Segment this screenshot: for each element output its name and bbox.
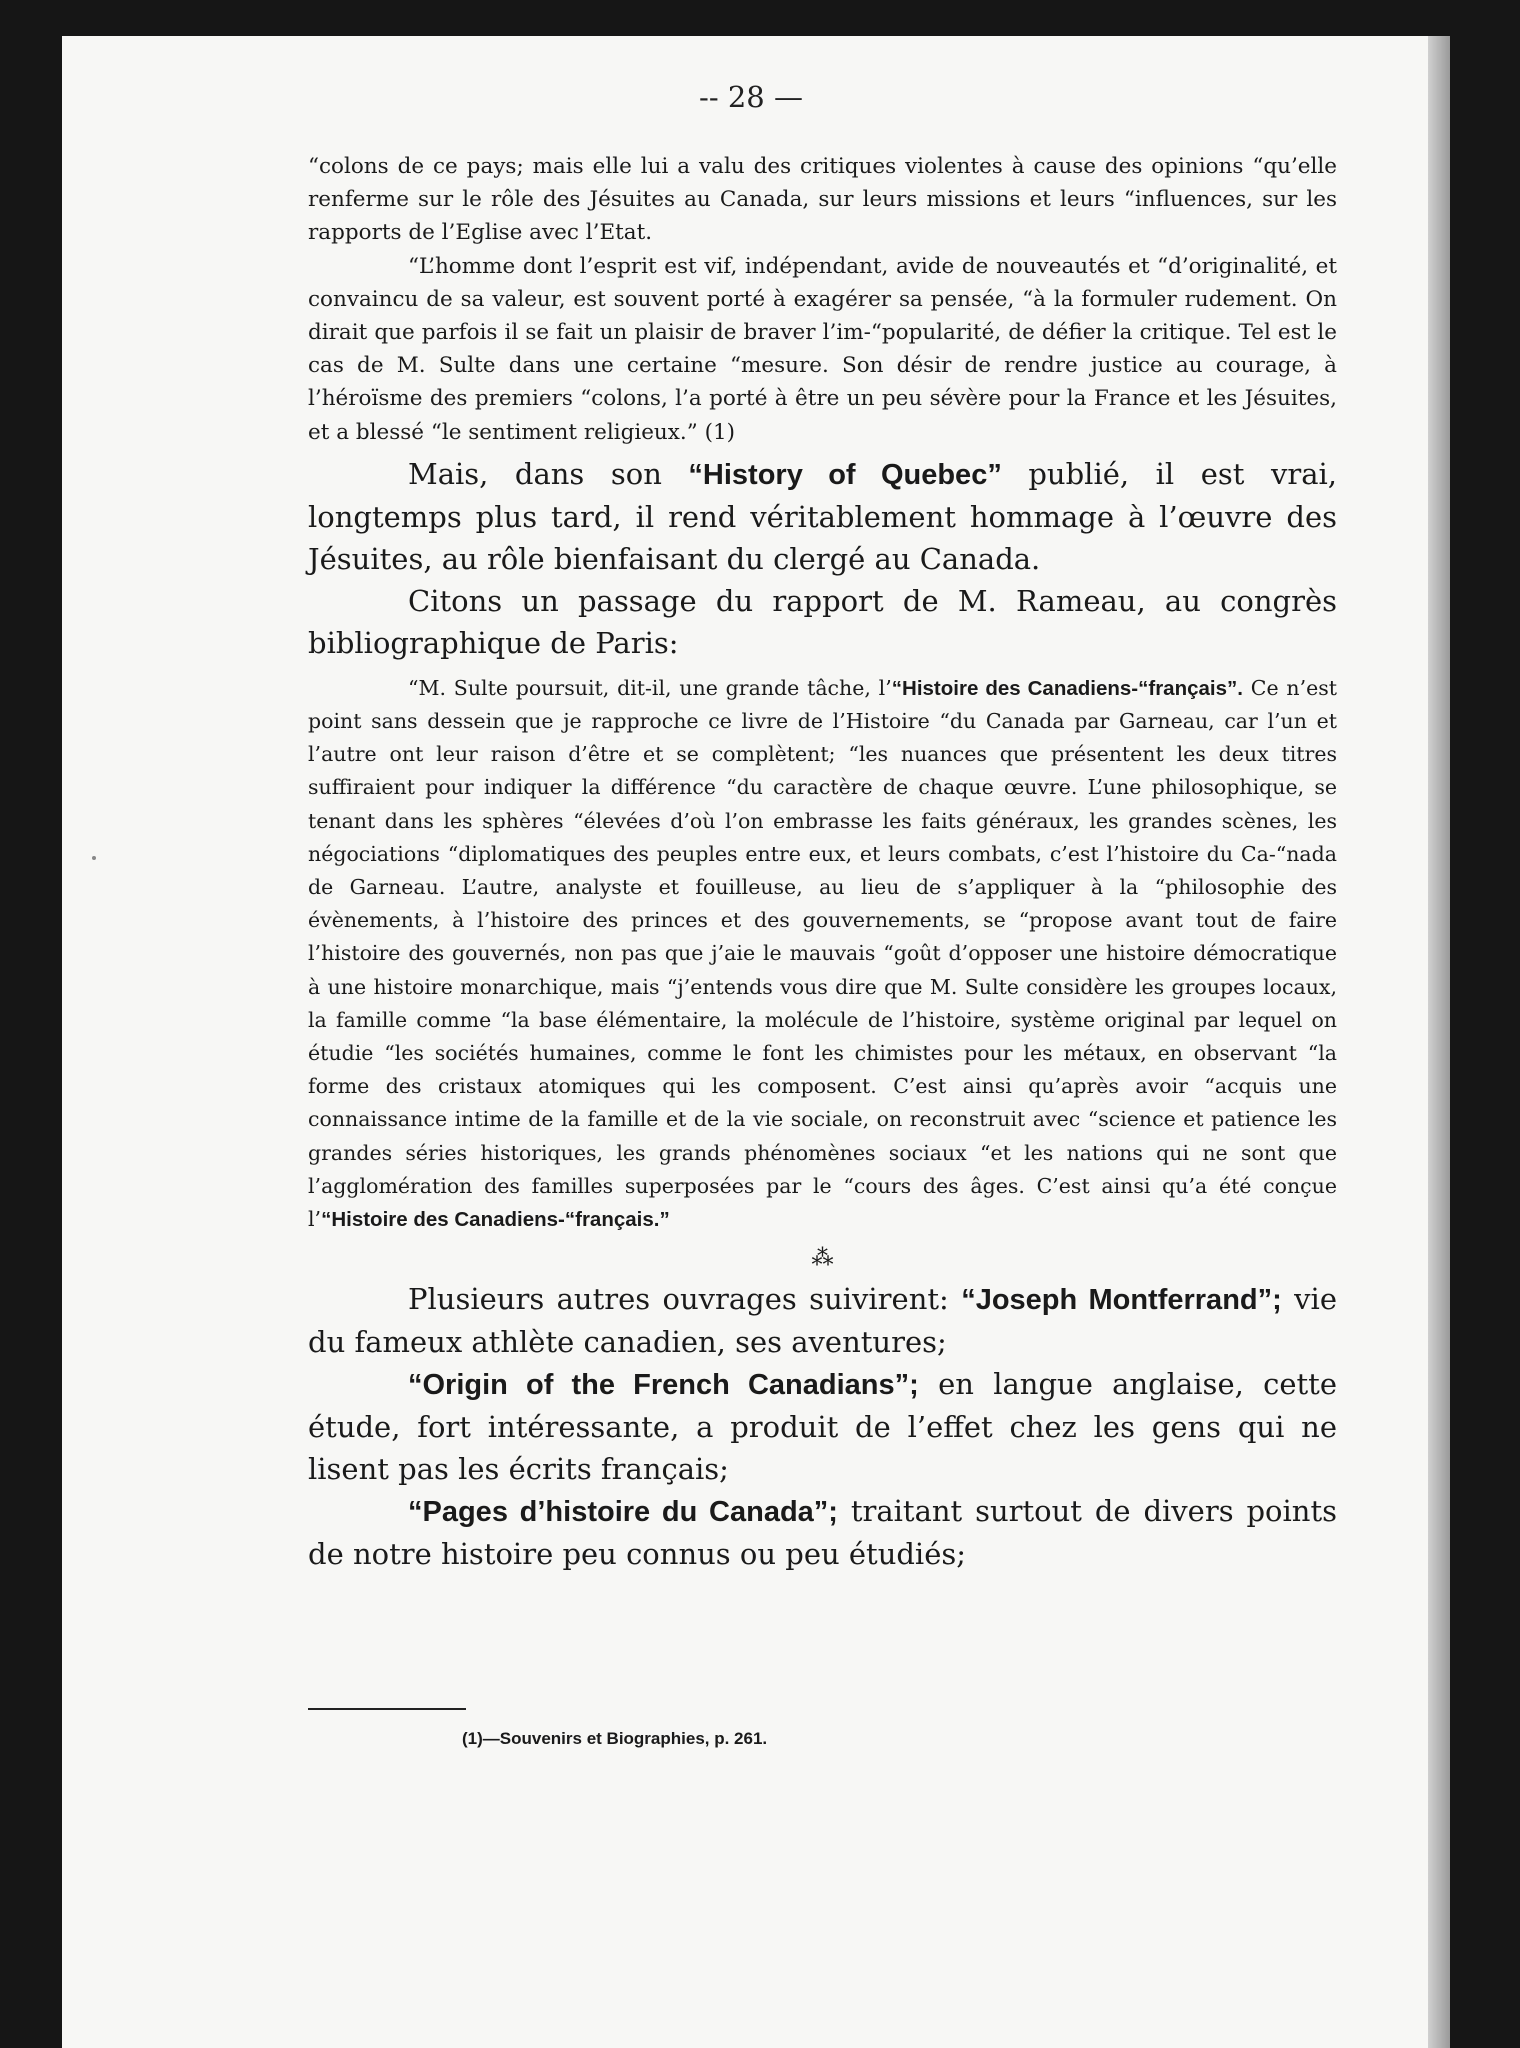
paragraph-montferrand: Plusieurs autres ouvrages suivirent: “Joseph Montferrand”; vie du fameux athlète canadien, ses aventures; (308, 1282, 1337, 1360)
page-number: -- 28 — (699, 80, 803, 114)
quote-block-2 (308, 672, 1337, 1236)
title-histoire-canadiens-2: “Histoire des Canadiens-“français.” (321, 1208, 670, 1232)
paragraph-history-of-quebec: Mais, dans son “History of Quebec” publié, il est vrai, longtemps plus tard, il rend véritablement hommage à l’œuvre des Jésuites, au rôle bienfaisant du clergé au Canada. (308, 456, 1337, 576)
footnote-marker: (1)— (462, 1729, 500, 1748)
quote-block-1 (308, 150, 1337, 449)
footnote-rule (308, 1708, 466, 1710)
paragraph-origin: “Origin of the French Canadians”; en langue anglaise, cette étude, fort intéressante, a produit de l’effet chez les gens qui ne lisent pas les écrits français; (308, 1367, 1337, 1487)
paper-speck (92, 856, 96, 860)
page-edge-shadow (1428, 36, 1450, 2048)
title-histoire-canadiens-1: “Histoire des Canadiens-“français”. (891, 676, 1243, 700)
page-content (308, 150, 1337, 1575)
quote1-paragraph-1: “colons de ce pays; mais elle lui a valu des critiques violentes à cause des opinions “qu’elle renferme sur le rôle des Jésuites au Canada, sur leurs missions et leurs “influences, sur les rapports de l’Eglise avec l’Etat. (308, 154, 1337, 246)
document-page (62, 36, 1440, 2048)
paragraph-rameau: Citons un passage du rapport de M. Rameau, au congrès bibliographique de Paris: (308, 583, 1337, 660)
title-origin-french-canadians: “Origin of the French Canadians”; (408, 1369, 919, 1402)
title-joseph-montferrand: “Joseph Montferrand”; (961, 1284, 1282, 1317)
title-pages-histoire: “Pages d’histoire du Canada”; (408, 1496, 838, 1529)
footnote (462, 1729, 767, 1749)
footnote-text: Souvenirs et Biographies, p. 261. (499, 1729, 768, 1748)
quote1-paragraph-2: “L’homme dont l’esprit est vif, indépendant, avide de nouveautés et “d’originalité, et convaincu de sa valeur, est souvent porté à exagérer sa pensée, “à la formuler rudement. On dirait que parfois il se fait un plaisir de braver l’im-“popularité, de défier la critique. Tel est le cas de M. Sulte dans une certaine “mesure. Son désir de rendre justice au courage, à l’héroïsme des premiers “colons, l’a porté à être un peu sévère pour la France et les Jésuites, et a blessé “le sentiment religieux.” (1) (308, 253, 1337, 445)
quote2-paragraph: “M. Sulte poursuit, dit-il, une grande tâche, l’“Histoire des Canadiens-“français”. Ce n’est point sans dessein que je rapproche ce livre de l’Histoire “du Canada par Garneau, car l’un et l’autre ont leur raison d’être et se complètent; “les nuances que présentent les deux titres suffiraient pour indiquer la différence “du caractère de chaque œuvre. L’une philosophique, se tenant dans les sphères “élevées d’où l’on embrasse les faits généraux, les grandes scènes, les négociations “diplomatiques des peuples entre eux, et leurs combats, c’est l’histoire du Ca-“nada de Garneau. L’autre, analyste et fouilleuse, au lieu de s’appliquer à la “philosophie des évènements, à l’histoire des princes et des gouvernements, se “propose avant tout de faire l’histoire des gouvernés, non pas que j’aie le mauvais “goût d’opposer une histoire démocratique à une histoire monarchique, mais “j’entends vous dire que M. Sulte considère les groupes locaux, la famille comme “la base élémentaire, la molécule de l’histoire, système original par lequel on étudie “les sociétés humaines, comme le font les chimistes pour les métaux, en observant “la forme des cristaux atomiques qui les composent. C’est ainsi qu’après avoir “acquis une connaissance intime de la famille et de la vie sociale, on reconstruit avec “science et patience les grandes séries historiques, les grands phénomènes sociaux “et les nations qui ne sont que l’agglomération des familles superposées par le “cours des âges. C’est ainsi qu’a été conçue l’“Histoire des Canadiens-“français.” (308, 675, 1337, 1232)
paragraph-pages-histoire: “Pages d’histoire du Canada”; traitant surtout de divers points de notre histoire peu connus ou peu étudiés; (308, 1494, 1337, 1572)
asterism-separator: ⁂ (811, 1246, 834, 1272)
title-history-of-quebec: “History of Quebec” (688, 458, 1002, 491)
